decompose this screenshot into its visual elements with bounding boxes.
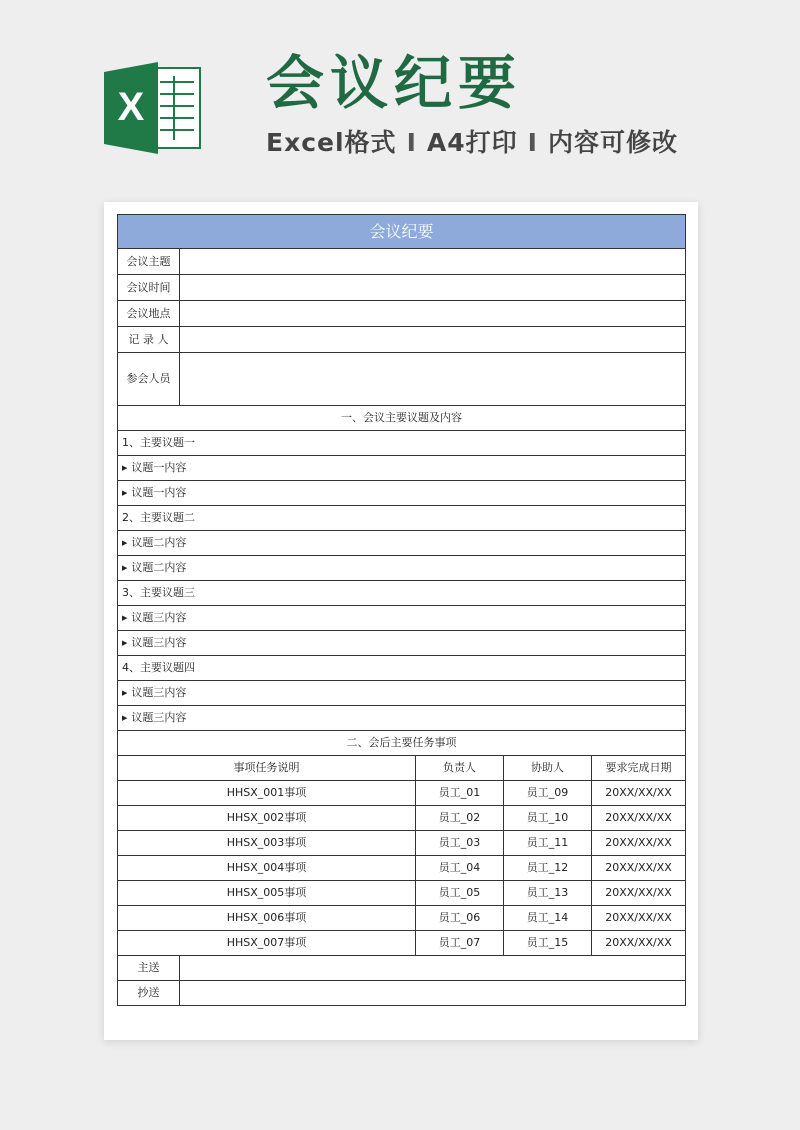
section1-header-row — [118, 406, 686, 431]
task-header-row — [118, 756, 686, 781]
bullet-triangle-icon: ▶ — [122, 688, 128, 697]
subtitle-separator: I — [527, 128, 538, 157]
assistant-header: 协助人 — [504, 756, 592, 781]
agenda-item[interactable] — [118, 556, 686, 581]
task-due-date[interactable]: 20XX/XX/XX — [592, 856, 686, 881]
task-due-date[interactable]: 20XX/XX/XX — [592, 906, 686, 931]
agenda-text: 议题二内容 — [131, 535, 187, 549]
subtitle-format: Excel格式 — [266, 128, 397, 157]
agenda-item-row — [118, 531, 686, 556]
agenda-item[interactable] — [118, 681, 686, 706]
task-due-date[interactable]: 20XX/XX/XX — [592, 806, 686, 831]
task-assistant[interactable]: 员工_09 — [504, 781, 592, 806]
agenda-topic-row — [118, 431, 686, 456]
info-row-place — [118, 301, 686, 327]
info-row-recorder — [118, 327, 686, 353]
agenda-item[interactable] — [118, 706, 686, 731]
task-due-date[interactable]: 20XX/XX/XX — [592, 881, 686, 906]
task-row — [118, 881, 686, 906]
agenda-topic[interactable] — [118, 656, 686, 681]
agenda-topic[interactable] — [118, 431, 686, 456]
subtitle-editable: 内容可修改 — [547, 128, 678, 157]
task-owner[interactable]: 员工_02 — [416, 806, 504, 831]
bullet-triangle-icon: ▶ — [122, 713, 128, 722]
agenda-topic-row — [118, 656, 686, 681]
task-owner[interactable]: 员工_03 — [416, 831, 504, 856]
task-description[interactable]: HHSX_003事项 — [118, 831, 416, 856]
agenda-item-row — [118, 481, 686, 506]
agenda-item[interactable] — [118, 631, 686, 656]
agenda-text: 4、主要议题四 — [122, 661, 195, 674]
task-row — [118, 781, 686, 806]
agenda-topic[interactable] — [118, 581, 686, 606]
task-owner[interactable]: 员工_06 — [416, 906, 504, 931]
copy-to-row — [118, 981, 686, 1006]
bullet-triangle-icon: ▶ — [122, 488, 128, 497]
task-assistant[interactable]: 员工_13 — [504, 881, 592, 906]
agenda-text: 议题三内容 — [131, 685, 187, 699]
recorder-input-cell[interactable] — [180, 327, 686, 353]
task-due-date[interactable]: 20XX/XX/XX — [592, 931, 686, 956]
place-input-cell[interactable] — [180, 301, 686, 327]
subtitle-separator: I — [406, 128, 417, 157]
agenda-item[interactable] — [118, 606, 686, 631]
agenda-item[interactable] — [118, 481, 686, 506]
minutes-table — [117, 214, 686, 1006]
topic-input-cell[interactable] — [180, 249, 686, 275]
task-due-date[interactable]: 20XX/XX/XX — [592, 831, 686, 856]
due-date-header: 要求完成日期 — [592, 756, 686, 781]
bullet-triangle-icon: ▶ — [122, 538, 128, 547]
agenda-item-row — [118, 681, 686, 706]
bullet-triangle-icon: ▶ — [122, 613, 128, 622]
task-assistant[interactable]: 员工_11 — [504, 831, 592, 856]
send-to-input-cell[interactable] — [180, 956, 686, 981]
label-place: 会议地点 — [118, 301, 180, 327]
agenda-item[interactable] — [118, 531, 686, 556]
excel-logo-letter: X — [117, 85, 145, 129]
agenda-item-row — [118, 556, 686, 581]
section2-title: 二、会后主要任务事项 — [118, 731, 686, 756]
label-attendees: 参会人员 — [118, 353, 180, 406]
task-description[interactable]: HHSX_007事项 — [118, 931, 416, 956]
task-assistant[interactable]: 员工_15 — [504, 931, 592, 956]
agenda-text: 议题一内容 — [131, 460, 187, 474]
agenda-topic-row — [118, 506, 686, 531]
page-title: 会议纪要 — [266, 49, 523, 117]
agenda-text: 3、主要议题三 — [122, 586, 195, 599]
info-row-attendees — [118, 353, 686, 406]
send-to-row — [118, 956, 686, 981]
task-assistant[interactable]: 员工_12 — [504, 856, 592, 881]
agenda-item-row — [118, 456, 686, 481]
page-subtitle — [266, 126, 678, 160]
task-description[interactable]: HHSX_005事项 — [118, 881, 416, 906]
bullet-triangle-icon: ▶ — [122, 463, 128, 472]
subtitle-print: A4打印 — [426, 128, 518, 157]
bullet-triangle-icon: ▶ — [122, 638, 128, 647]
copy-to-input-cell[interactable] — [180, 981, 686, 1006]
agenda-text: 议题三内容 — [131, 710, 187, 724]
section1-title: 一、会议主要议题及内容 — [118, 406, 686, 431]
task-row — [118, 906, 686, 931]
agenda-topic[interactable] — [118, 506, 686, 531]
page-header — [0, 0, 800, 200]
agenda-text: 议题三内容 — [131, 610, 187, 624]
task-assistant[interactable]: 员工_10 — [504, 806, 592, 831]
agenda-text: 2、主要议题二 — [122, 511, 195, 524]
task-description[interactable]: HHSX_006事项 — [118, 906, 416, 931]
agenda-topic-row — [118, 581, 686, 606]
task-due-date[interactable]: 20XX/XX/XX — [592, 781, 686, 806]
task-owner[interactable]: 员工_04 — [416, 856, 504, 881]
task-description[interactable]: HHSX_001事项 — [118, 781, 416, 806]
agenda-item-row — [118, 706, 686, 731]
agenda-item-row — [118, 606, 686, 631]
label-time: 会议时间 — [118, 275, 180, 301]
agenda-text: 议题三内容 — [131, 635, 187, 649]
task-row — [118, 806, 686, 831]
task-row — [118, 856, 686, 881]
excel-logo-icon — [104, 62, 202, 154]
label-topic: 会议主题 — [118, 249, 180, 275]
task-description[interactable]: HHSX_002事项 — [118, 806, 416, 831]
info-row-time — [118, 275, 686, 301]
task-owner[interactable]: 员工_07 — [416, 931, 504, 956]
agenda-text: 1、主要议题一 — [122, 436, 195, 449]
task-description-header: 事项任务说明 — [118, 756, 416, 781]
agenda-text: 议题二内容 — [131, 560, 187, 574]
section2-header-row — [118, 731, 686, 756]
task-owner[interactable]: 员工_05 — [416, 881, 504, 906]
owner-header: 负责人 — [416, 756, 504, 781]
task-description[interactable]: HHSX_004事项 — [118, 856, 416, 881]
agenda-item[interactable] — [118, 456, 686, 481]
label-send-to: 主送 — [118, 956, 180, 981]
agenda-text: 议题一内容 — [131, 485, 187, 499]
info-row-topic — [118, 249, 686, 275]
banner-title: 会议纪要 — [118, 215, 686, 249]
time-input-cell[interactable] — [180, 275, 686, 301]
document-page — [104, 202, 698, 1040]
agenda-item-row — [118, 631, 686, 656]
attendees-input-cell[interactable] — [180, 353, 686, 406]
banner-row — [118, 215, 686, 249]
label-copy-to: 抄送 — [118, 981, 180, 1006]
task-owner[interactable]: 员工_01 — [416, 781, 504, 806]
task-row — [118, 931, 686, 956]
bullet-triangle-icon: ▶ — [122, 563, 128, 572]
task-row — [118, 831, 686, 856]
task-assistant[interactable]: 员工_14 — [504, 906, 592, 931]
label-recorder: 记 录 人 — [118, 327, 180, 353]
